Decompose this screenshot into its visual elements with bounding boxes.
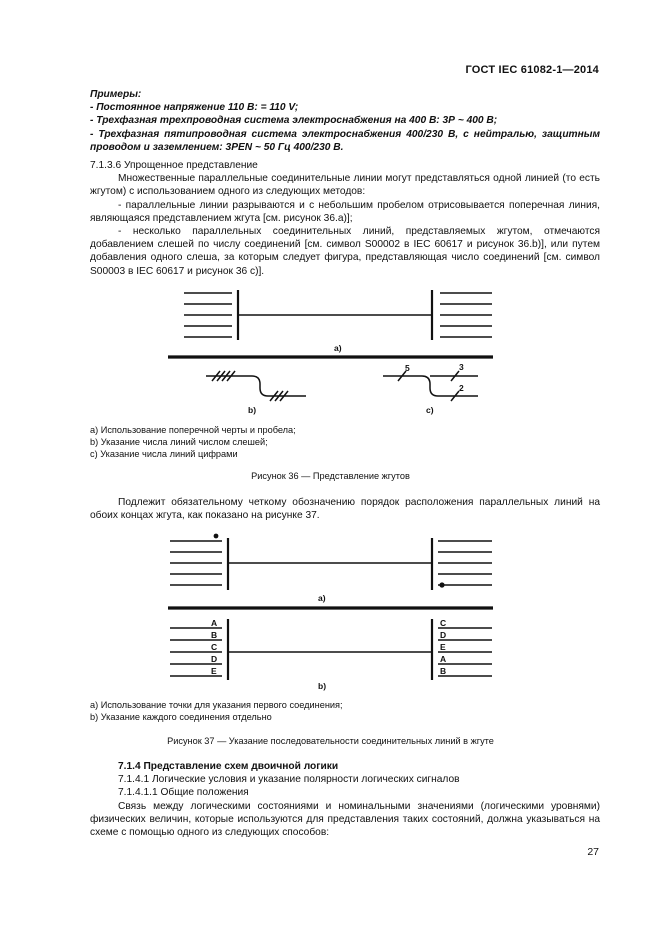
figure-36-number-5: 5 xyxy=(405,363,410,373)
figure-36-label-c: c) xyxy=(426,405,434,415)
section-714-paragraph: Связь между логическими состояниями и номинальными значениями (логическими уровнями) физических величин, которые используются для представления таких состояний, должна указываться на схеме с помощью одного из следующих способов: xyxy=(90,800,600,839)
document-header: ГОСТ IEC 61082-1—2014 xyxy=(465,64,599,76)
first-connection-dot-right xyxy=(439,582,444,587)
figure-36-legend xyxy=(90,424,296,460)
figure-36c-harness xyxy=(383,371,478,401)
section-7136-paragraph-1: Множественные параллельные соединительные линии могут представляться одной линией (то есть жгутом) с использованием одного из следующих методов: xyxy=(90,173,600,198)
examples-title: Примеры: xyxy=(90,89,142,100)
figure-36-label-b: b) xyxy=(248,405,257,415)
left-letter-a: A xyxy=(211,618,218,628)
right-letter-d: D xyxy=(440,630,447,640)
figure-37-label-b: b) xyxy=(318,681,327,691)
figure-37-label-a: a) xyxy=(318,593,326,603)
figure-36-legend-b: b) Указание числа линий числом слешей; xyxy=(90,437,268,447)
figure-37-legend xyxy=(90,699,343,723)
example-line-3: - Трехфазная пятипроводная система электроснабжения 400/230 В, с нейтралью, защитным проводом и заземлением: 3PEN ~ 50 Гц 400/230 В. xyxy=(90,128,600,153)
section-7136-paragraph-3: - несколько параллельных соединительных линий, представляемых жгутом, отмечаются добавлением слешей по числу соединений [см. символ S00002 в IEC 60617 и рисунок 36.b)], или путем добавления одного слеша, за которым следует фигура, представляющая число соединений [см. символ S00003 в IEC 60617 и рисунок 36 с)]. xyxy=(90,226,600,277)
figure-36-label-a: a) xyxy=(334,343,342,353)
right-letter-e: E xyxy=(440,642,446,652)
figure-37-legend-a: a) Использование точки для указания первого соединения; xyxy=(90,700,343,710)
right-letter-b: B xyxy=(440,666,447,676)
left-letter-d: D xyxy=(211,654,218,664)
section-7141-heading: 7.1.4.1 Логические условия и указание полярности логических сигналов xyxy=(118,774,460,786)
section-7136-paragraph-2: - параллельные линии разрываются и с небольшим пробелом отрисовывается поперечная линия, являющаяся представлением жгута [см. рисунок 36.a)]; xyxy=(90,199,600,224)
figure-36-caption: Рисунок 36 — Представление жгутов xyxy=(251,471,410,481)
page-number: 27 xyxy=(587,846,599,858)
right-letter-c: C xyxy=(440,618,447,628)
figure-36b-harness xyxy=(206,371,306,401)
order-paragraph: Подлежит обязательному четкому обозначению порядок расположения параллельных линий на обоих концах жгута, как показано на рисунке 37. xyxy=(90,497,600,522)
left-letter-e: E xyxy=(211,666,217,676)
section-714 xyxy=(90,760,600,839)
section-7136-heading: 7.1.3.6 Упрощенное представление xyxy=(90,160,258,171)
section-714-heading: 7.1.4 Представление схем двоичной логики xyxy=(118,761,339,772)
figure-37-caption: Рисунок 37 — Указание последовательности соединительных линий в жгуте xyxy=(167,736,494,746)
figure-37a-harness xyxy=(170,538,492,590)
example-line-1: - Постоянное напряжение 110 В: = 110 V; xyxy=(90,102,299,114)
left-letter-c: C xyxy=(211,642,218,652)
figure-36a-harness xyxy=(184,290,492,340)
figure-36-number-2: 2 xyxy=(459,383,464,393)
section-71411-heading: 7.1.4.1.1 Общие положения xyxy=(118,787,249,799)
figure-36-number-3: 3 xyxy=(459,362,464,372)
example-line-2: - Трехфазная трехпроводная система электроснабжения на 400 В: 3Р ~ 400 В; xyxy=(90,115,498,127)
right-letter-a: A xyxy=(440,654,447,664)
figure-37-legend-b: b) Указание каждого соединения отдельно xyxy=(90,712,272,722)
left-letter-b: B xyxy=(211,630,218,640)
first-connection-dot-left xyxy=(214,534,219,539)
figure-36-legend-a: a) Использование поперечной черты и пробела; xyxy=(90,425,296,435)
figure-36-legend-c: c) Указание числа линий цифрами xyxy=(90,449,238,459)
